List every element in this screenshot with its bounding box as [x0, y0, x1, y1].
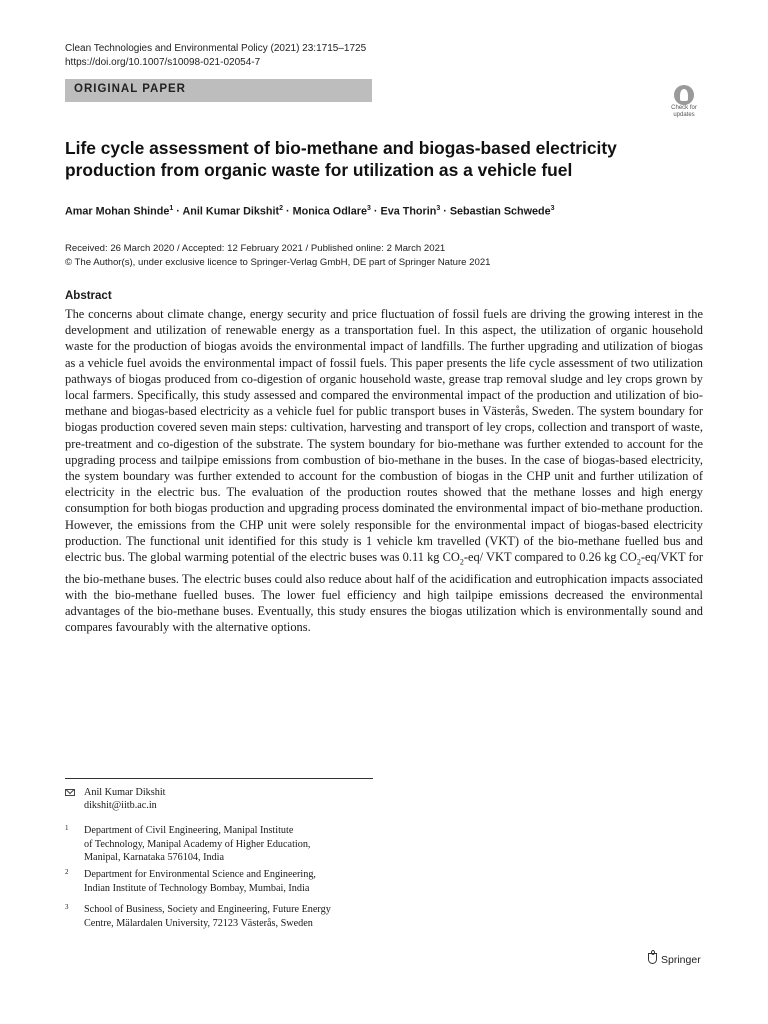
affiliation-number: 3: [65, 903, 69, 911]
author-affil-marker: 3: [436, 205, 441, 212]
author-name[interactable]: Amar Mohan Shinde: [65, 205, 170, 218]
envelope-icon: [65, 789, 75, 796]
author-name[interactable]: Sebastian Schwede: [449, 205, 551, 218]
author-affil-marker: 2: [279, 205, 283, 212]
author-separator: ·: [440, 205, 450, 218]
article-history: Received: 26 March 2020 / Accepted: 12 February 2021 / Published online: 2 March 2021: [65, 243, 446, 254]
affiliation-line: School of Business, Society and Engineering, Future Energy: [84, 904, 331, 915]
abstract-text-part2: -eq/ VKT compared to 0.26 kg CO: [463, 550, 637, 565]
corresponding-author-email[interactable]: dikshit@iitb.ac.in: [84, 800, 157, 811]
affiliation-line: Manipal, Karnataka 576104, India: [84, 852, 225, 864]
copyright-notice: © The Author(s), under exclusive licence to Springer-Verlag GmbH, DE part of Springer Nature 2021: [65, 257, 491, 268]
author-list: [65, 205, 555, 218]
abstract-heading: Abstract: [65, 290, 112, 302]
abstract-body: [65, 306, 703, 636]
footnote-divider: [65, 778, 373, 779]
subscript: 2: [636, 557, 641, 567]
journal-header: [65, 42, 366, 70]
check-for-updates-badge[interactable]: [665, 85, 703, 125]
corresponding-author-name: Anil Kumar Dikshit: [84, 787, 166, 798]
doi-link[interactable]: https://doi.org/10.1007/s10098-021-02054-7: [65, 57, 261, 68]
article-type-label: ORIGINAL PAPER: [74, 83, 186, 95]
title-line-2: production from organic waste for utilization as a vehicle fuel: [65, 160, 573, 180]
abstract-text-part1: The concerns about climate change, energy security and price fluctuation of fossil fuels are driving the growing interest in the development and utilization of renewable energy as a transportation fuel. In this aspect, the utilization of organic household waste for the production of biogas avoids the environmental impact of landfills. The further upgrading and utilization of biogas as a vehicle fuel avoids the environmental impact of fossil fuels. This paper presents the life cycle assessment of two utilization pathways of biogas produced from co-digestion of organic household waste, grease trap removal sludge and ley crops grown by local farmers. Specifically, this study assessed and compared the environmental impact of the production and utilization of bio-methane and biogas-based electricity as a vehicle fuel for public transport buses in Västerås, Sweden. The system boundary for biogas production covered seven main steps: cultivation, harvesting and transport of ley crops, collection and transport of waste, pre-treatment and co-digestion of the substrate. The system boundary for bio-methane was further extended to account for the upgrading process and tailpipe emissions from combustion of bio-methane in the buses. In the case of biogas-based electricity, the system boundary was further extended to account for the combustion of biogas in the CHP unit and further utilization of electricity in the electric bus. The evaluation of the production routes showed that the methane losses and high energy consumption for both biogas production and upgrading process dominated the environmental impact of bio-methane production. However, the emissions from the CHP unit were solely responsible for the environmental impact of biogas-based electricity production. The functional unit identified for this study is 1 vehicle km travelled (VKT) of the bio-methane fuelled bus and electric bus. The global warming potential of the electric buses was 0.11 kg CO: [65, 307, 703, 565]
publication-dates: [65, 242, 491, 270]
affiliation-line: Indian Institute of Technology Bombay, Mumbai, India: [84, 882, 310, 894]
check-for-updates-icon: [674, 85, 694, 105]
title-line-1: Life cycle assessment of bio-methane and biogas-based electricity: [65, 138, 617, 158]
publisher-name: Springer: [661, 954, 701, 966]
author-affil-marker: 3: [550, 205, 555, 212]
check-badge-line2: updates: [673, 112, 695, 118]
affiliation-line: Department of Civil Engineering, Manipal Institute: [84, 825, 294, 836]
author-name[interactable]: Eva Thorin: [380, 205, 437, 218]
check-badge-line1: Check for: [671, 105, 697, 111]
affiliation-line: Centre, Mälardalen University, 72123 Västerås, Sweden: [84, 917, 313, 929]
author-affil-marker: 3: [367, 205, 371, 212]
affiliation-number: 1: [65, 824, 69, 832]
author-name[interactable]: Anil Kumar Dikshit: [182, 205, 280, 218]
subscript: 2: [459, 557, 464, 567]
publisher-mark: [648, 953, 701, 966]
affiliation-line: Department for Environmental Science and Engineering,: [84, 869, 316, 880]
author-affil-marker: 1: [169, 205, 174, 212]
paper-title: [65, 137, 705, 181]
author-separator: ·: [370, 205, 381, 218]
abstract-text-part3: -eq/VKT for the bio-methane buses. The electric buses could also reduce about half of the acidification and eutrophication impacts associated with the bio-methane fuelled buses. The lower fuel efficiency and high tailpipe emissions decreased the environmental advantages of the bio-methane buses. Eventually, this study ensures the biogas utilization which is environmentally sound and compares favourably with the alternative options.: [65, 550, 704, 635]
author-name[interactable]: Monica Odlare: [292, 205, 368, 218]
article-type-banner: [65, 79, 372, 102]
affiliation-number: 2: [65, 868, 69, 876]
author-separator: ·: [283, 205, 293, 218]
journal-citation: Clean Technologies and Environmental Policy (2021) 23:1715–1725: [65, 43, 367, 54]
author-separator: ·: [173, 205, 183, 218]
affiliation-line: of Technology, Manipal Academy of Higher Education,: [84, 838, 311, 850]
springer-horse-icon: [648, 953, 657, 964]
